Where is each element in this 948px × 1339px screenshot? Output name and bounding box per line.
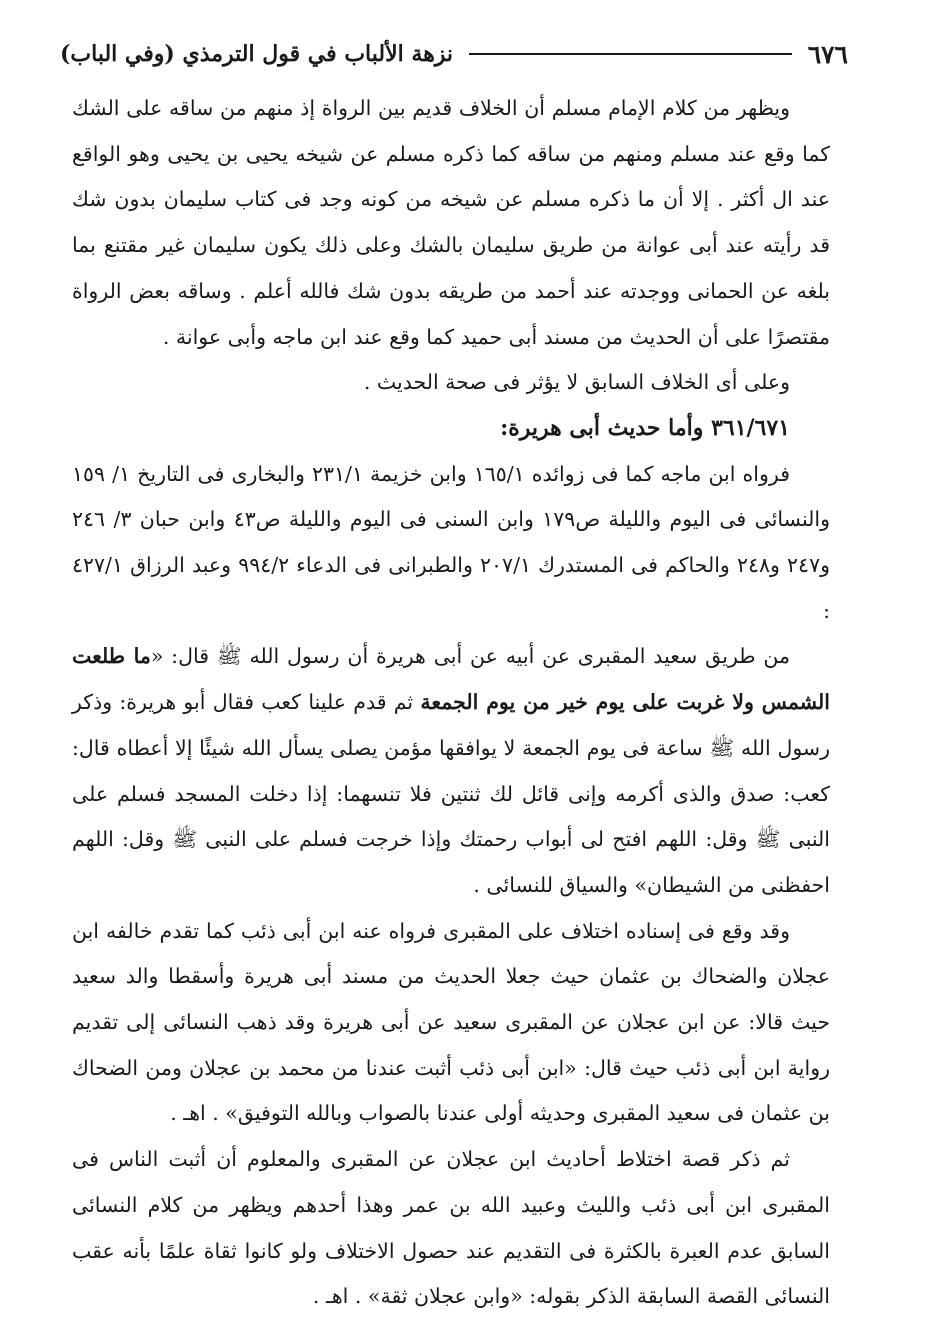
hadith-paragraph [72,634,830,908]
running-title: نزهة الألباب في قول الترمذي (وفي الباب) [60,41,454,67]
paragraph: وقد وقع فى إسناده اختلاف على المقبرى فرواه عنه ابن أبى ذئب كما تقدم خالفه ابن عجلان والضحاك بن عثمان حيث جعلا الحديث من مسند أبى هريرة وأسقطا والد سعيد حيث قالا: عن ابن عجلان عن المقبرى سعيد عن أبى هريرة وقد ذهب النسائى إلى تقديم رواية ابن أبى ذئب حيث قال: «ابن أبى ذئب أثبت عندنا من محمد بن عجلان ومن الضحاك بن عثمان فى سعيد المقبرى وحديثه أولى عندنا بالصواب وبالله التوفيق» . اهـ . [72,918,830,1126]
page-header [60,34,848,74]
hadith-continuation-text: ثم قدم علينا كعب فقال أبو هريرة: وذكر رسول الله ﷺ ساعة فى يوم الجمعة لا يوافقها مؤمن يصلى يسأل الله شيئًا إلا أعطاه قال: كعب: صدق والذى أكرمه وإنى قائل لك ثنتين فلا تنسهما: إذا دخلت المسجد فسلم على النبى ﷺ وقل: اللهم افتح لى أبواب رحمتك وإذا خرجت فسلم على النبى ﷺ وقل: اللهم احفظنى من الشيطان» والسياق للنسائى . [72,690,830,897]
page-body [72,86,830,1320]
paragraph: فرواه ابن ماجه كما فى زوائده ١٦٥/١ وابن خزيمة ٢٣١/١ والبخارى فى التاريخ ١/ ١٥٩ والنسائى فى اليوم والليلة ص١٧٩ وابن السنى فى اليوم والليلة ص٤٣ وابن حبان ٣/ ٢٤٦ و٢٤٧ و٢٤٨ والحاكم فى المستدرك ٢٠٧/١ والطبرانى فى الدعاء ٩٩٤/٢ وعبد الرزاق ٤٢٧/١ : [72,461,830,623]
hadith-bold-text: ما طلعت الشمس ولا غربت على يوم خير من يوم الجمعة [72,644,830,715]
paragraph: ويظهر من كلام الإمام مسلم أن الخلاف قديم بين الرواة إذ منهم من ساقه على الشك كما وقع عند مسلم ومنهم من ساقه كما ذكره مسلم عن شيخه يحيى بن يحيى وهو الواقع عند ال أكثر . إلا أن ما ذكره مسلم عن شيخه من كونه وجد فى كتاب سليمان بدون شك قد رأيته عند أبى عوانة من طريق سليمان بالشك وعلى ذلك يكون سليمان غير مقتنع بما بلغه عن الحمانى ووجدته عند أحمد من طريقه بدون شك فالله أعلم . وساقه بعض الرواة مقتصرًا على أن الحديث من مسند أبى حميد كما وقع عند ابن ماجه وأبى عوانة . [72,96,830,349]
paragraph: وعلى أى الخلاف السابق لا يؤثر فى صحة الحديث . [363,370,790,395]
page-number: ٦٧٦ [807,39,848,69]
hadith-intro-text: من طريق سعيد المقبرى عن أبيه عن أبى هريرة أن رسول الله ﷺ قال: « [150,644,790,669]
header-rule [469,53,792,55]
section-heading: ٣٦١/٦٧١ وأما حديث أبى هريرة: [500,414,790,441]
paragraph: ثم ذكر قصة اختلاط أحاديث ابن عجلان عن المقبرى والمعلوم أن أثبت الناس فى المقبرى ابن أبى ذئب والليث وعبيد الله بن عمر وهذا أحدهم ويظهر من كلام النسائى السابق عدم العبرة بالكثرة فى التقديم عند حصول الاختلاف ولو كانوا ثقاة علمًا بأنه عقب النسائى القصة السابقة الذكر بقوله: «وابن عجلان ثقة» . اهـ . [72,1147,830,1309]
